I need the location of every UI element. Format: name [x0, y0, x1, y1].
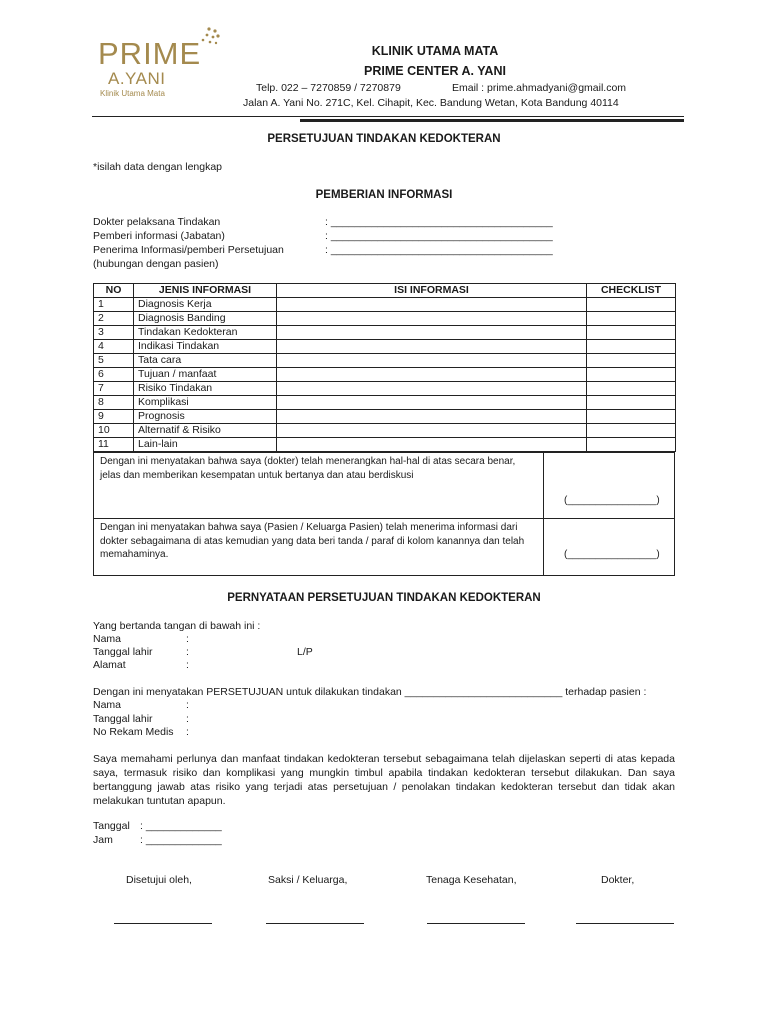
table-row [94, 424, 676, 438]
signer-dob-label: Tanggal lahir [93, 646, 153, 658]
signer-address-colon[interactable]: : [186, 659, 189, 671]
logo-brand: PRIME [98, 36, 202, 71]
center-name: PRIME CENTER A. YANI [364, 64, 506, 78]
logo-tagline: Klinik Utama Mata [100, 89, 165, 98]
table-row [94, 354, 676, 368]
row-jenis: Prognosis [134, 410, 277, 424]
clinic-name: KLINIK UTAMA MATA [371, 44, 499, 58]
row-jenis: Diagnosis Kerja [134, 298, 277, 312]
patient-name-colon[interactable]: : [186, 699, 189, 711]
signer-name-colon[interactable]: : [186, 633, 189, 645]
time-label: Jam [93, 834, 113, 846]
field-doctor-label: Dokter pelaksana Tindakan [93, 216, 221, 228]
row-isi-cell[interactable] [277, 424, 587, 438]
row-checklist-cell[interactable] [587, 340, 676, 354]
field-relation-label: (hubungan dengan pasien) [93, 258, 219, 270]
patient-dob-colon[interactable]: : [186, 713, 189, 725]
row-checklist-cell[interactable] [587, 312, 676, 326]
row-isi-cell[interactable] [277, 326, 587, 340]
fill-note: *isilah data dengan lengkap [93, 161, 223, 173]
table-header-row [94, 284, 676, 298]
row-checklist-cell[interactable] [587, 298, 676, 312]
table-row [94, 312, 676, 326]
row-no: 9 [94, 410, 134, 424]
row-checklist-cell[interactable] [587, 354, 676, 368]
time-field[interactable]: : _____________ [140, 834, 222, 846]
row-no: 1 [94, 298, 134, 312]
doctor-statement-text: Dengan ini menyatakan bahwa saya (dokter) telah menerangkan hal-hal di atas secara benar, jelas dan memberikan kesempatan untuk bertanya dan atau berdiskusi [100, 456, 516, 481]
logo-name: A.YANI [108, 69, 166, 88]
logo-sparkle-icon [199, 26, 221, 48]
row-jenis: Tata cara [134, 354, 277, 368]
row-jenis: Tindakan Kedokteran [134, 326, 277, 340]
row-isi-cell[interactable] [277, 312, 587, 326]
row-no: 2 [94, 312, 134, 326]
clinic-email: Email : prime.ahmadyani@gmail.com [452, 82, 627, 94]
row-jenis: Tujuan / manfaat [134, 368, 277, 382]
table-row [94, 396, 676, 410]
row-jenis: Diagnosis Banding [134, 312, 277, 326]
signer-sex[interactable]: L/P [297, 646, 313, 658]
doctor-paraf[interactable]: (________________) [564, 495, 660, 506]
row-checklist-cell[interactable] [587, 438, 676, 452]
table-row [94, 298, 676, 312]
col-no: NO [94, 284, 134, 298]
sign-line-approved[interactable] [114, 923, 212, 924]
approval-statement: Dengan ini menyatakan PERSETUJUAN untuk dilakukan tindakan ___________________________ terhadap pasien : [93, 686, 647, 698]
row-isi-cell[interactable] [277, 382, 587, 396]
signer-address-label: Alamat [93, 659, 126, 671]
info-section-title: PEMBERIAN INFORMASI [315, 189, 453, 201]
patient-mrn-label: No Rekam Medis [93, 726, 174, 738]
row-jenis: Risiko Tindakan [134, 382, 277, 396]
header-divider [92, 116, 684, 117]
patient-name-label: Nama [93, 699, 122, 711]
row-no: 7 [94, 382, 134, 396]
row-jenis: Alternatif & Risiko [134, 424, 277, 438]
table-row [94, 340, 676, 354]
clinic-phone: Telp. 022 – 7270859 / 7270879 [256, 82, 401, 94]
field-recipient-label: Penerima Informasi/pemberi Persetujuan [93, 244, 284, 256]
field-doctor-value[interactable]: : ______________________________________ [325, 216, 553, 228]
consent-title: PERNYATAAN PERSETUJUAN TINDAKAN KEDOKTERAN [227, 592, 541, 604]
signer-dob-colon[interactable]: : [186, 646, 189, 658]
row-checklist-cell[interactable] [587, 424, 676, 438]
row-no: 4 [94, 340, 134, 354]
header-divider-thick [300, 119, 684, 122]
row-checklist-cell[interactable] [587, 368, 676, 382]
row-jenis: Komplikasi [134, 396, 277, 410]
field-informer-value[interactable]: : ______________________________________ [325, 230, 553, 242]
table-row [94, 326, 676, 340]
patient-mrn-colon[interactable]: : [186, 726, 189, 738]
sign-approved-label: Disetujui oleh, [126, 874, 192, 886]
sign-line-health-worker[interactable] [427, 923, 525, 924]
row-checklist-cell[interactable] [587, 382, 676, 396]
row-checklist-cell[interactable] [587, 396, 676, 410]
document-title: PERSETUJUAN TINDAKAN KEDOKTERAN [267, 133, 501, 145]
row-jenis: Indikasi Tindakan [134, 340, 277, 354]
field-informer-label: Pemberi informasi (Jabatan) [93, 230, 225, 242]
row-no: 5 [94, 354, 134, 368]
row-no: 11 [94, 438, 134, 452]
patient-dob-label: Tanggal lahir [93, 713, 153, 725]
row-checklist-cell[interactable] [587, 410, 676, 424]
patient-statement-box [93, 518, 675, 576]
date-label: Tanggal [93, 820, 130, 832]
row-no: 10 [94, 424, 134, 438]
table-row [94, 382, 676, 396]
statement-divider [543, 519, 544, 575]
sign-line-witness[interactable] [266, 923, 364, 924]
doctor-statement-box [93, 452, 675, 519]
table-row [94, 438, 676, 452]
col-isi: ISI INFORMASI [277, 284, 587, 298]
field-recipient-value[interactable]: : ______________________________________ [325, 244, 553, 256]
signer-name-label: Nama [93, 633, 122, 645]
table-row [94, 368, 676, 382]
patient-statement-text: Dengan ini menyatakan bahwa saya (Pasien / Keluarga Pasien) telah menerima informasi dari dokter sebagaimana di atas kemudian yang data beri tanda / paraf di kolom kanannya dan telah memahaminya. [100, 522, 525, 560]
statement-divider [543, 453, 544, 518]
sign-doctor-label: Dokter, [601, 874, 635, 886]
row-checklist-cell[interactable] [587, 326, 676, 340]
date-field[interactable]: : _____________ [140, 820, 222, 832]
declaration-paragraph: Saya memahami perlunya dan manfaat tindakan kedokteran tersebut sebagaimana telah dijelaskan seperti di atas kepada saya, termasuk risiko dan komplikasi yang mungkin timbul apabila tindakan kedokteran tersebut dilakukan. Dan saya bertanggung jawab atas risiko yang terjadi atas persetujuan / penolakan tindakan kedokteran tersebut dan tidak akan melakukan tuntutan apapun. [93, 753, 675, 807]
row-isi-cell[interactable] [277, 340, 587, 354]
patient-paraf[interactable]: (________________) [564, 549, 660, 560]
table-row [94, 410, 676, 424]
consent-intro: Yang bertanda tangan di bawah ini : [93, 620, 261, 632]
clinic-address: Jalan A. Yani No. 271C, Kel. Cihapit, Kec. Bandung Wetan, Kota Bandung 40114 [243, 97, 619, 109]
sign-witness-label: Saksi / Keluarga, [268, 874, 348, 886]
row-no: 8 [94, 396, 134, 410]
row-no: 3 [94, 326, 134, 340]
row-isi-cell[interactable] [277, 410, 587, 424]
sign-line-doctor[interactable] [576, 923, 674, 924]
row-jenis: Lain-lain [134, 438, 277, 452]
row-isi-cell[interactable] [277, 298, 587, 312]
row-isi-cell[interactable] [277, 438, 587, 452]
row-isi-cell[interactable] [277, 354, 587, 368]
col-jenis: JENIS INFORMASI [134, 284, 277, 298]
row-no: 6 [94, 368, 134, 382]
col-checklist: CHECKLIST [587, 284, 676, 298]
sign-health-worker-label: Tenaga Kesehatan, [426, 874, 517, 886]
row-isi-cell[interactable] [277, 396, 587, 410]
row-isi-cell[interactable] [277, 368, 587, 382]
info-table [93, 283, 676, 452]
